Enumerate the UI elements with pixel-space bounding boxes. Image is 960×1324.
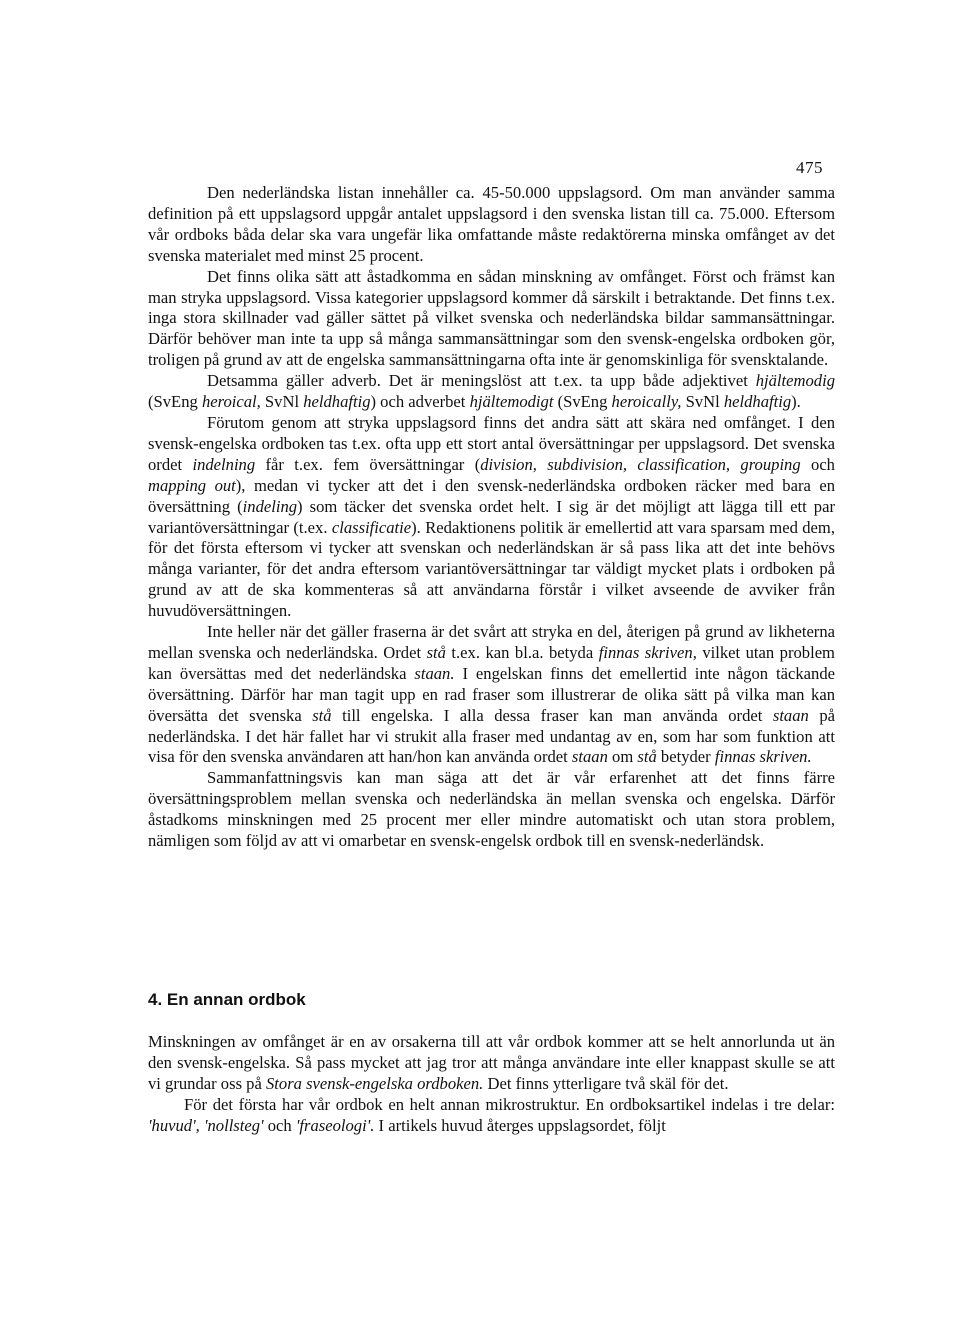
italic-term: division, subdivision, classification, grouping xyxy=(480,454,801,474)
paragraphs-paragraph xyxy=(148,413,835,622)
section-heading: 4. En annan ordbok xyxy=(148,990,306,1009)
text-run: på nederländska. I det här fallet har vi strukit alla fraser med undantag av en, som har som funktion att visa för den svenska användaren att han/hon kan använda ordet xyxy=(148,705,835,767)
text-run: ). Redaktionens politik är emellertid att vara sparsam med dem, för det första eftersom vi tycker att svenskan och nederländskan är så pass lika att det inte behövs många varianter, för det andra eftersom variantöversättningar tar väldigt mycket plats i ordboken på grund av att de ska kommenteras så att användarna förstår i vilket avseende de avviker från huvudöversättningen. xyxy=(148,517,835,621)
italic-term: finnas skriven. xyxy=(714,747,812,767)
text-run: Det finns olika sätt att åstadkomma en sådan minskning av omfånget. Först och främst kan man stryka uppslagsord. Vissa kategorier uppslagsord kommer då särskilt i betraktande. Det finns t.ex. inga stora skillnader vad gäller sättet på vilket svenska och nederländska bildar sammansättningar. Därför behöver man inte ta upp så många sammansättningar som den svensk-engelska ordboken gör, troligen på grund av att de engelska sammansättningarna ofta inte är genomskinliga för svensktalande. xyxy=(148,266,835,370)
text-run: och xyxy=(263,1115,296,1135)
text-run: Det finns ytterligare två skäl för det. xyxy=(483,1073,729,1093)
italic-term: finnas skriven, xyxy=(598,642,697,662)
italic-term: Stora svensk-engelska ordboken. xyxy=(265,1073,484,1093)
italic-term: staan xyxy=(571,747,608,767)
text-run: vilket utan problem kan översättas med det nederländska xyxy=(148,642,835,683)
italic-term: 'fraseologi'. xyxy=(295,1115,375,1135)
italic-term: indeling xyxy=(242,496,298,516)
italic-term: mapping out xyxy=(148,475,236,495)
text-run: Den nederländska listan innehåller ca. 45-50.000 uppslagsord. Om man använder samma definition på ett uppslagsord uppgår antalet uppslagsord i den svenska listan till ca. 75.000. Eftersom vår ordboks båda delar ska vara ungefär lika omfattande måste redaktörerna minska omfånget av det svenska materialet med minst 25 procent. xyxy=(148,183,835,265)
italic-term: heldhaftig xyxy=(303,392,371,412)
italic-term: stå xyxy=(312,705,332,725)
text-run: SvNl xyxy=(681,392,724,412)
text-run: För det första har vår ordbok en helt annan mikrostruktur. En ordboksartikel indelas i tre delar: xyxy=(184,1094,835,1114)
text-run: ). xyxy=(791,392,801,412)
paragraphs-paragraph xyxy=(148,183,835,267)
paragraphs-paragraph xyxy=(148,371,835,413)
text-run: SvNl xyxy=(260,392,304,412)
italic-term: stå xyxy=(426,642,446,662)
text-run: t.ex. kan bl.a. betyda xyxy=(445,642,599,662)
italic-term: heroical, xyxy=(201,392,261,412)
italic-term: staan xyxy=(772,705,809,725)
italic-term: 'huvud', 'nollsteg' xyxy=(148,1115,264,1135)
body-text xyxy=(148,183,835,852)
page-number: 475 xyxy=(796,158,823,177)
italic-term: heldhaftig xyxy=(723,392,792,412)
paragraphs-paragraph xyxy=(148,267,835,372)
text-run: Sammanfattningsvis kan man säga att det är vår erfarenhet att det finns färre översättningsproblem mellan svenska och nederländska än mellan svenska och engelska. Därför åstadkoms minskningen med 25 procent mer eller mindre automatiskt och utan stora problem, nämligen som följd av att vi omarbetar en svensk-engelsk ordbok till en svensk-nederländsk. xyxy=(148,768,835,851)
text-run: Förutom genom att stryka uppslagsord finns det andra sätt att skära ned omfånget. I den svensk-engelska ordboken tas t.ex. ofta upp ett stort antal översättningar per uppslagsord. Det svenska ordet xyxy=(148,412,835,474)
text-run: Inte heller när det gäller fraserna är det svårt att stryka en del, återigen på grund av likheterna mellan svenska och nederländska. Ordet xyxy=(148,622,835,662)
italic-term: heroically, xyxy=(611,392,682,412)
section.paragraphs-paragraph xyxy=(148,1095,835,1137)
text-run: om xyxy=(607,747,638,767)
text-run: får t.ex. fem översättningar ( xyxy=(255,454,481,474)
section-text xyxy=(148,1032,835,1137)
text-run: (SvEng xyxy=(148,392,202,412)
italic-term: hjältemodigt xyxy=(469,392,554,412)
italic-term: hjältemodig xyxy=(755,371,835,391)
paragraphs-paragraph xyxy=(148,622,835,768)
text-run: och xyxy=(800,454,835,474)
text-run: (SvEng xyxy=(553,392,612,412)
section.paragraphs-paragraph xyxy=(148,1032,835,1095)
text-run: Detsamma gäller adverb. Det är meningslöst att t.ex. ta upp både adjektivet xyxy=(207,371,756,391)
italic-term: indelning xyxy=(192,454,256,474)
text-run: betyder xyxy=(656,747,715,767)
paragraphs-paragraph xyxy=(148,768,835,852)
text-run: I engelskan finns det emellertid inte någon täckande översättning. Därför har man tagit upp en rad fraser som illustrerar de olika sätt på vilka man kan översätta det svenska xyxy=(148,663,836,725)
text-run: I artikels huvud återges uppslagsordet, följt xyxy=(374,1115,666,1135)
text-run: ) och adverbet xyxy=(370,392,470,412)
text-run: ), medan vi tycker att det i den svensk-nederländska ordboken räcker med bara en översättning ( xyxy=(148,475,836,516)
italic-term: stå xyxy=(637,747,657,767)
text-run: Minskningen av omfånget är en av orsakerna till att vår ordbok kommer att se helt annorlunda ut än den svensk-engelska. Så pass mycket att jag tror att många användare inte eller knappast skulle se att vi grundar oss på xyxy=(148,1032,835,1093)
text-run: ) som täcker det svenska ordet helt. I sig är det möjligt att lägga till ett par variantöversättningar (t.ex. xyxy=(148,496,835,537)
italic-term: staan. xyxy=(414,663,455,683)
text-run: till engelska. I alla dessa fraser kan man använda ordet xyxy=(331,705,773,725)
italic-term: classificatie xyxy=(331,517,412,537)
